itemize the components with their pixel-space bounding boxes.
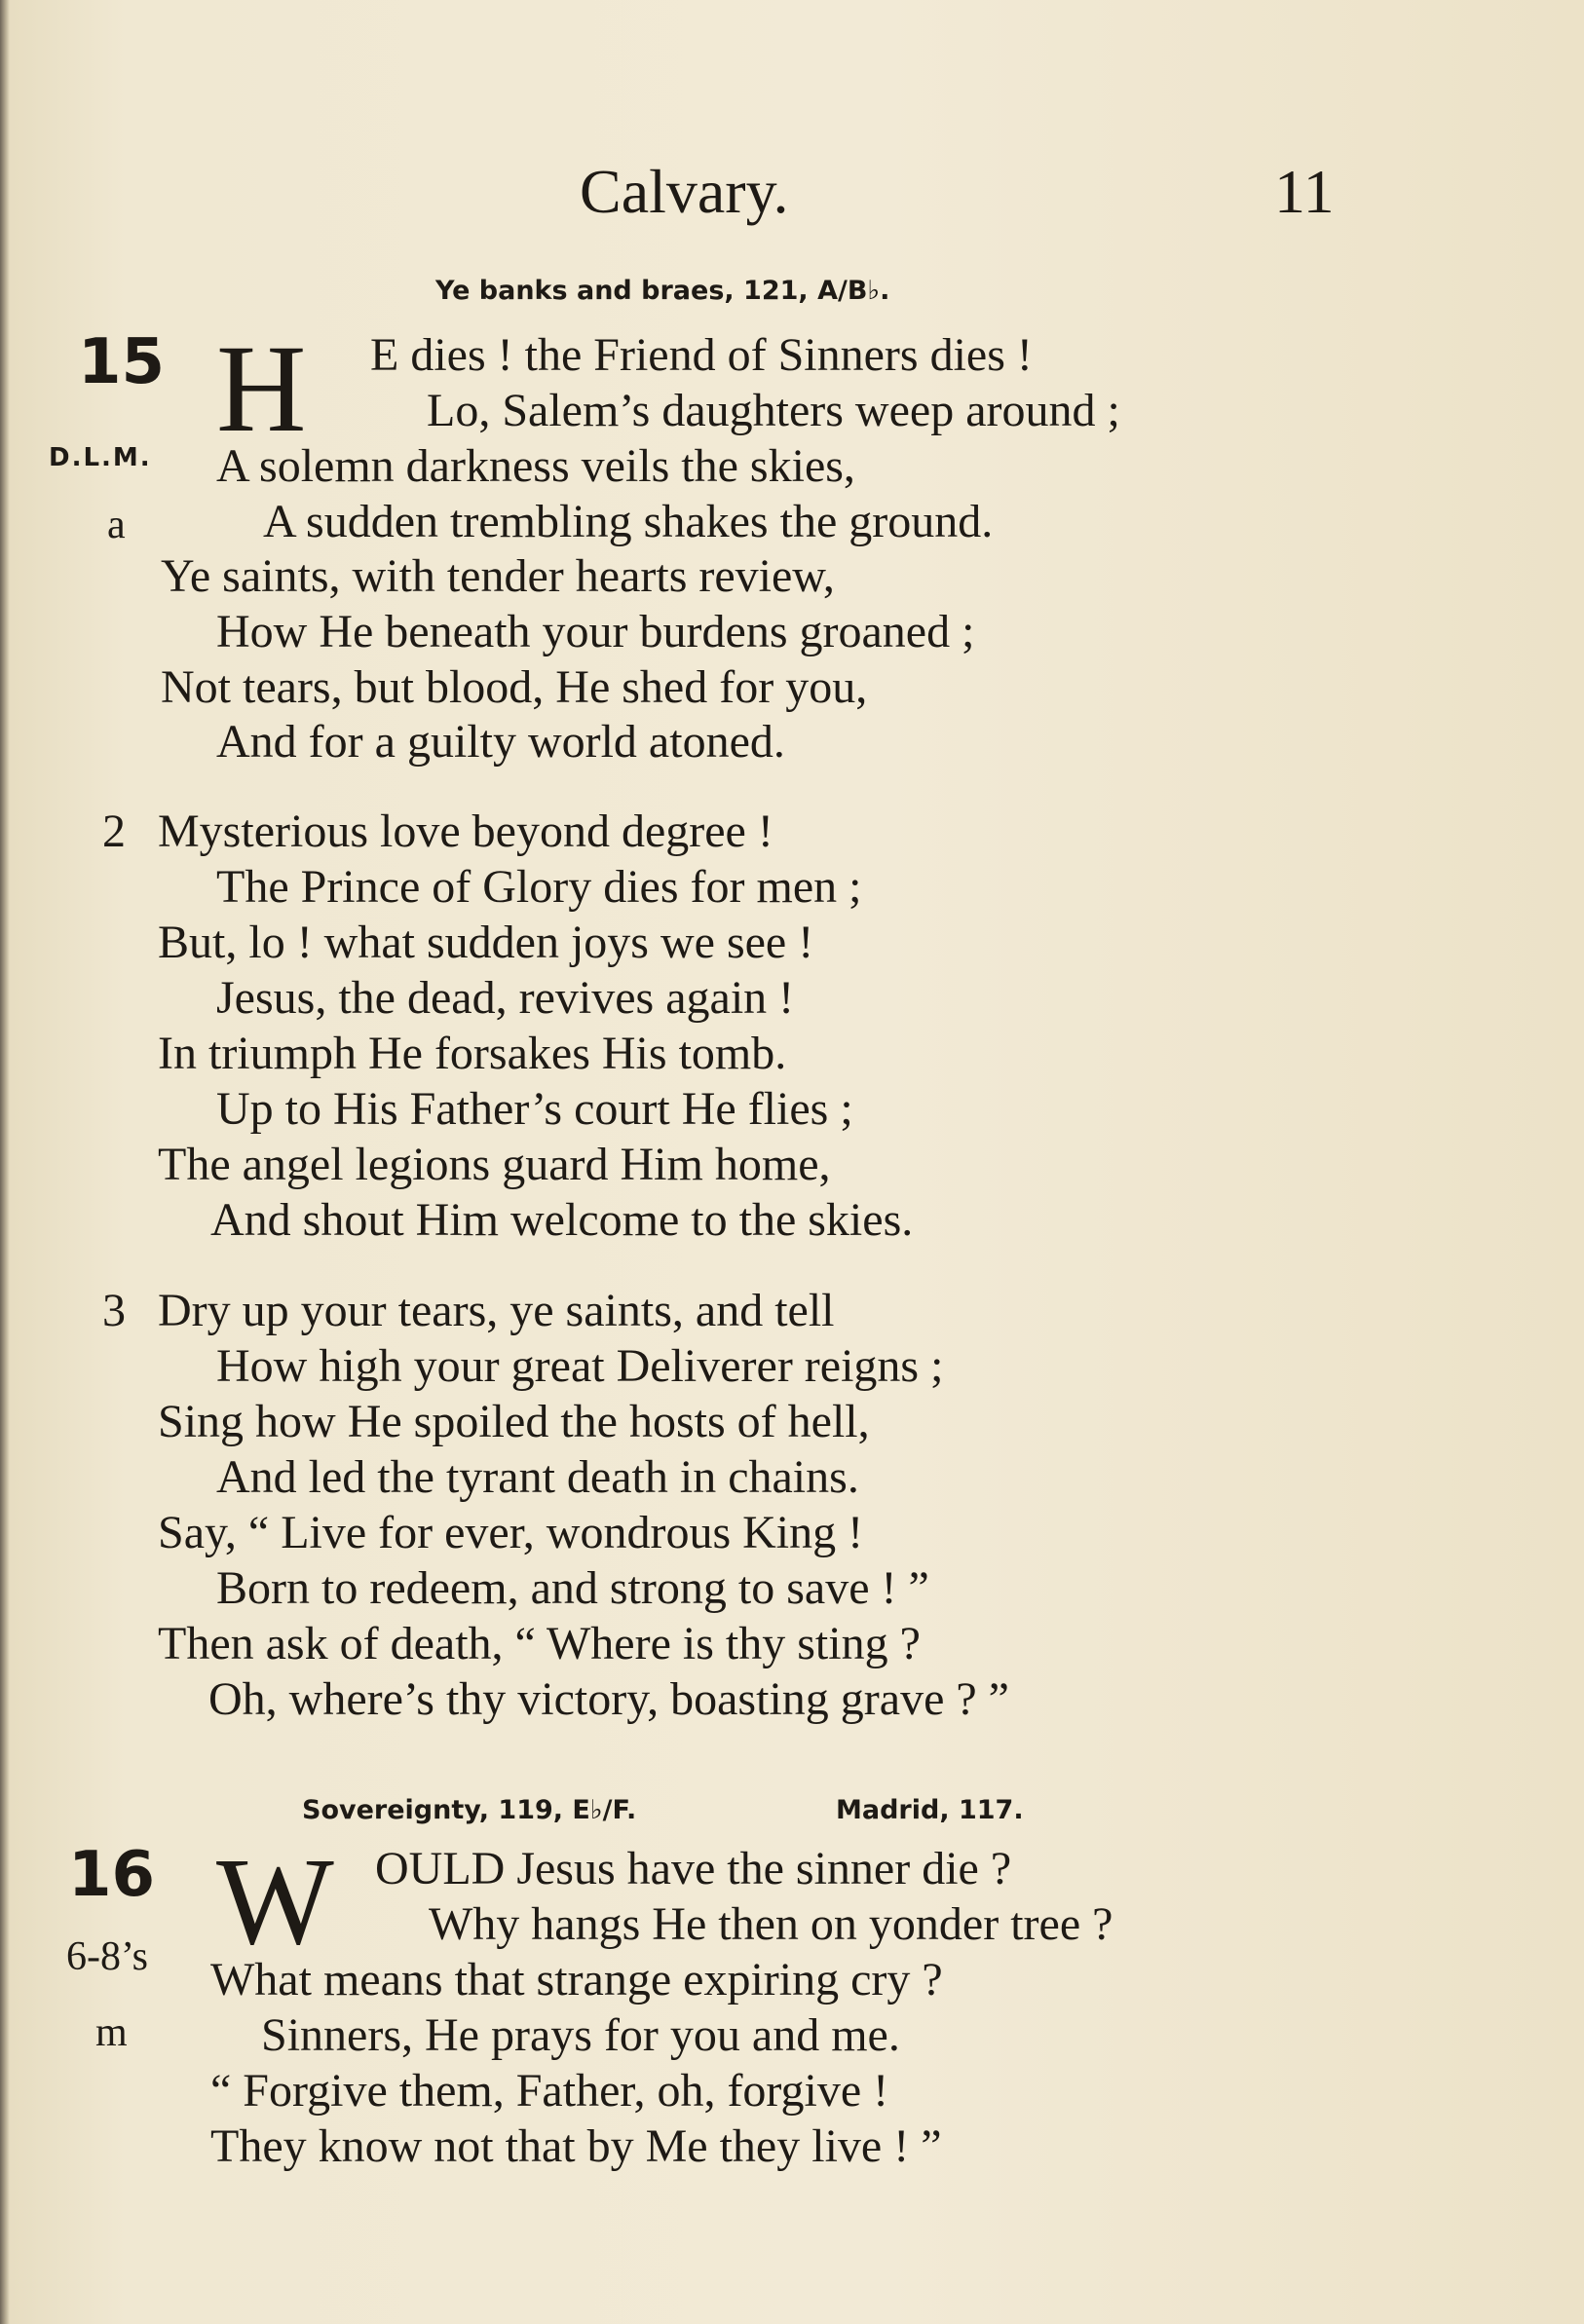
hymn15-line: A solemn darkness veils the skies, [216, 440, 855, 492]
hymn16-line: What means that strange expiring cry ? [210, 1954, 943, 2005]
verse-line: The Prince of Glory dies for men ; [216, 861, 862, 913]
hymn16-tune-alternate: Madrid, 117. [836, 1795, 1024, 1825]
hymn16-number: 16 [68, 1839, 156, 1911]
verse-number: 2 [102, 806, 126, 857]
hymn16-line: They know not that by Me they live ! ” [210, 2120, 942, 2172]
verse-line: And led the tyrant death in chains. [216, 1451, 859, 1503]
verse-line: Mysterious love beyond degree ! [158, 806, 773, 857]
verse-line: Then ask of death, “ Where is thy sting ? [158, 1618, 921, 1669]
hymn15-line: E dies ! the Friend of Sinners dies ! [370, 329, 1033, 381]
hymn16-line: “ Forgive them, Father, oh, forgive ! [210, 2065, 889, 2117]
page-binding-edge [0, 0, 10, 2324]
verse-line: The angel legions guard Him home, [158, 1139, 831, 1190]
hymn15-number: 15 [78, 326, 166, 398]
hymn15-tune: Ye banks and braes, 121, A/B♭. [435, 276, 890, 306]
hymn16-mark: m [95, 2010, 128, 2055]
verse-line: Jesus, the dead, revives again ! [216, 972, 795, 1024]
page-title: Calvary. [580, 157, 789, 226]
hymn15-line: Ye saints, with tender hearts review, [161, 550, 835, 602]
verse-line: Born to redeem, and strong to save ! ” [216, 1562, 929, 1614]
verse-line: And shout Him welcome to the skies. [210, 1194, 914, 1246]
hymn15-line: A sudden trembling shakes the ground. [263, 496, 994, 547]
hymn16-line: Sinners, He prays for you and me. [261, 2009, 900, 2061]
verse-line: Up to His Father’s court He flies ; [216, 1083, 853, 1135]
hymn15-line: And for a guilty world atoned. [216, 716, 785, 768]
verse-line: In triumph He forsakes His tomb. [158, 1028, 787, 1079]
verse-line: Dry up your tears, ye saints, and tell [158, 1285, 835, 1336]
page-number: 11 [1274, 157, 1335, 226]
verse-line: Say, “ Live for ever, wondrous King ! [158, 1507, 864, 1558]
hymn16-drop-cap: W [216, 1832, 334, 1970]
hymn16-meter: 6-8’s [66, 1934, 148, 1979]
hymn15-line: Not tears, but blood, He shed for you, [161, 661, 868, 713]
hymn15-line: Lo, Salem’s daughters weep around ; [427, 385, 1120, 436]
verse-line: Sing how He spoiled the hosts of hell, [158, 1396, 870, 1447]
verse-number: 3 [102, 1285, 126, 1336]
hymn15-meter: D.L.M. [49, 443, 152, 472]
hymn16-line: Why hangs He then on yonder tree ? [429, 1898, 1113, 1950]
verse-line: But, lo ! what sudden joys we see ! [158, 917, 814, 968]
hymn15-line: How He beneath your burdens groaned ; [216, 606, 975, 657]
verse-line: How high your great Deliverer reigns ; [216, 1340, 944, 1392]
hymn16-tune-primary: Sovereignty, 119, E♭/F. [302, 1795, 637, 1825]
hymn15-mark: a [107, 503, 126, 547]
hymn15-drop-cap: H [216, 319, 307, 458]
hymn16-line: OULD Jesus have the sinner die ? [375, 1843, 1012, 1894]
verse-line: Oh, where’s thy victory, boasting grave ? ” [208, 1673, 1009, 1725]
